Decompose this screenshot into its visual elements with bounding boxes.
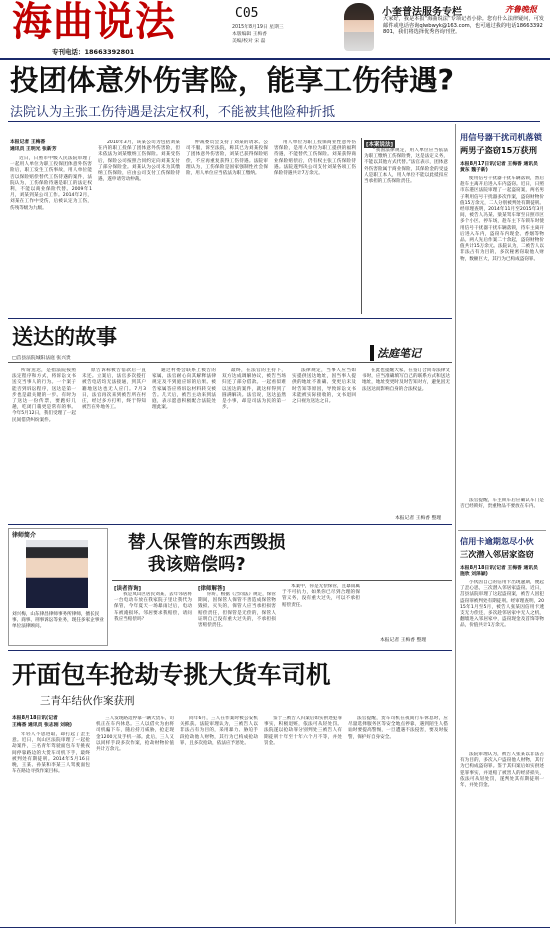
article2-byline: □莒县法院城阳法庭 张兴贵	[12, 356, 71, 361]
article1-box-label: [本案说法]	[366, 142, 394, 148]
article3-a-text1: 你好，根据《合同法》规定，保管期间，因保管人保管不善造成保管物毁损、灭失的，保管人应当承担损害赔偿责任，但保管是无偿的，保管人证明自己没有重大过失的，不承担损害赔偿责任。	[198, 592, 276, 629]
sidebar-divider	[455, 124, 456, 924]
masthead-rule	[0, 58, 550, 60]
article2-sign: 本报记者 王梅香 整理	[395, 516, 442, 521]
article4-byline2: 王梅香 通讯员 张志刚 刘晓)	[12, 723, 72, 728]
column-title: 海曲说法	[12, 0, 176, 45]
article1-subtitle: 法院认为主张工伤待遇是法定权利，不能被其他险种折抵	[10, 105, 336, 120]
promo-text: 大家好，我是本报“海曲说法”专项记者小徐。您有什么法律疑问，可发邮件或电话咨询qlwbwyk@163.com，也可通过我的电话18663392801，我们将选择优秀咨询刊登。	[383, 16, 545, 36]
article1-col4: 用人单位为职工投保商业性意外伤害保险，是用人单位为职工提供的福利待遇，不能替代工伤保险。刘某获得商业保险赔偿后，仍有权主张工伤保险待遇。法院遂判决公司支付刘某各项工伤保险待遇共计7万余元。	[274, 140, 356, 177]
article2-title: 送达的故事	[12, 325, 117, 349]
article3-title-line1: 替人保管的东西毁损	[128, 533, 286, 553]
date-line: 2015年8月19日 星期三	[232, 25, 284, 30]
lawyer-heading: 律师简介	[12, 532, 37, 539]
article4-col1: 年轻人不思进取，却打起了歪主意。近日，岚山区法院审理了一起抢劫案件，三名青年驾驶面包车专挑夜间停靠路边的大货车司机下手，最终被判处有期徒刑。2014年5月16日晚，王某、孙某和李某三人驾驶面包车在路边寻找作案目标。	[12, 732, 90, 775]
article3-a-label: [律师解答]	[198, 586, 226, 592]
reporter-avatar	[344, 3, 374, 51]
sidebar-story1-title2: 两男子盗窃15万获刑	[460, 145, 537, 155]
sidebar-story1-text: 使用信号干扰器干扰车辆落锁，然后趁车主离开后进入车内盗窃。近日，日照市东港区法院审理了一起盗窃案，两名男子利用信号干扰器多次作案，盗窃财物价值15万余元，二人分别被判处有期徒刑。经审理查明，2014年11月至2015年3月间，被告人冯某、梁某驾车窜至日照市区多个小区、停车场，趁车主下车锁车时使用信号干扰器干扰车辆落锁，待车主离开后进入车内，盗窃车内现金、香烟等物品。两人先后作案二十余起，盗窃财物价值共计15万余元。法院认为，二被告人以非法占有为目的，多次秘密窃取他人财物，数额巨大，其行为已构成盗窃罪。	[460, 176, 544, 262]
lawyer-top-rule	[8, 524, 452, 525]
sidebar-story1-byline: 本报8月17日讯(记者 王梅香 通讯员 黄东 魏子新)	[460, 162, 538, 174]
hotline: 专刊电话：18663392801	[52, 48, 135, 56]
article2-top-rule	[8, 318, 452, 319]
sidebar-story2-text: 小伙因自己的信用卡出现逾期，便起了歪心思，三次潜入邻居家盗窃。近日，莒县法院审理了这起盗窃案，被告人因犯盗窃罪被判处有期徒刑。经审理查明，2015年1月至5月，被告人张某因信用卡透支无力偿还，多次趁邻居家中无人之机，翻墙进入邻居家中，盗窃现金及首饰等物品，价值共计1万余元。	[460, 580, 544, 629]
article1-box-rule	[361, 138, 362, 314]
page-bottom-rule	[0, 927, 550, 928]
sidebar-story1-text2: 法官提醒，车主锁车后应确认车门是否已经锁好，贵重物品不要放在车内。	[460, 498, 544, 510]
editor-line: 本版编辑 王梅香	[232, 32, 268, 37]
article1-byline1: 本报记者 王梅香	[10, 140, 46, 145]
article3-sign: 本报记者 王梅香 整理	[380, 638, 427, 643]
article2-col3: 通过村委会联系上被告的家属，法官耐心向其解释法律规定及不到庭应诉的后果。被告家属答应将诉讼材料转交被告。几天后，被告主动来到法庭，表示愿意积极配合法院处理此案。	[152, 368, 216, 411]
masthead	[0, 0, 550, 58]
lawyer-photo	[26, 540, 88, 608]
article2-col5: 法律规定，当事人应当如实提供送达地址，因当事人提供的地址不准确、变更后未及时告知等原因，导致诉讼文书未能被实际接收的，文书退回之日视为送达之日。	[292, 368, 356, 405]
article4-col5: 法官提醒，货车司机在夜间行车休息时，应尽量选择服务区等安全地点停靠，遇到陌生人搭讪时要提高警惕，一旦遭遇不法侵害，要及时报警，保护好自身安全。	[348, 716, 448, 740]
sidebar-story2-title2: 三次潜入邻居家盗窃	[460, 549, 534, 559]
article1-col1: 近日，日照市中级人民法院审理了一起用人单位为职工投保团体意外伤害险后，职工发生工伤事故，用人单位能否以保险赔偿替代工伤待遇的案件，法院认为，工伤保险待遇是职工的法定权利，不能以商业保险代替。2009年1月，刘某到某公司工作。2014年2月，刘某在工作中受伤，后被认定为工伤，伤残等级为九级。	[10, 156, 92, 211]
article1-col5: “我国法律规定，用人单位应当依法为职工缴纳工伤保险费，这是法定义务，不能以其他方式代替。”法官表示，团体意外伤害险属于商业保险，其保险金的受益人是职工本人，用人单位不能以此抵扣应当承担的工伤保险责任。	[364, 148, 448, 185]
article3-rule	[112, 580, 452, 581]
article1-col2: 2010年3月，该某公司为包括刘某在内的职工投保了团体意外伤害险，但未依法为刘某缴纳工伤保险。刘某受伤后，保险公司按照合同约定向刘某支付了部分保险金。刘某认为公司未为其缴纳工伤保险，应由公司支付工伤保险待遇，遂申请劳动仲裁。	[98, 140, 180, 183]
article2-rule	[8, 362, 452, 363]
article1-col3: 仲裁委员会支持了刘某的请求。公司不服，诉至法院，称其已为刘某投保了团体意外伤害险，刘某已获得保险赔偿，不应再重复获得工伤待遇。法院审理认为，工伤保险是国家强制性社会保险，用人单位应当依法为职工缴纳。	[186, 140, 268, 177]
article3-q-label: [读者咨询]	[114, 586, 142, 592]
article4-col3: 同年6月，三人在作案时被公安机关抓获。法院审理认为，三被告人以非法占有为目的，采用暴力、胁迫手段抢劫他人财物，其行为已构成抢劫罪，且多次抢劫，依法应予惩处。	[180, 716, 258, 746]
article4-subtitle: 三青年结伙作案获刑	[40, 695, 135, 707]
designer-line: 美编/校对 宋 磊	[232, 39, 266, 44]
article4-byline1: 本报8月18日讯(记者	[12, 716, 58, 721]
article2-column-tag: 法庭笔记	[370, 345, 421, 361]
article3-a-text2: 本案中，你是无偿保管，且暴雨属于不可抗力，如果你已尽到合理的保管义务，没有重大过失，可以不承担赔偿责任。	[282, 584, 360, 608]
promo-title: 小奎普法服务专栏	[382, 7, 462, 18]
lawyer-caption: 刘兴梅，山东律昌律师事务所律师，擅长民事、商事、刑事诉讼等业务，现任多家企事业单位法律顾问。	[12, 612, 104, 629]
article4-top-rule	[8, 650, 452, 651]
article4-col2: 三人发现路边停靠一辆大货车，司机正在车内休息。三人以借火为由将司机骗下车，随后持刀威胁，抢走现金1200元及手机一部。此后，三人又以同样手段多次作案，抢劫财物价值共计万余元。	[96, 716, 174, 753]
sidebar-story2-byline: 本报8月18日讯(记者 王梅香 通讯员 施欣 刘泽颖)	[460, 566, 538, 578]
article4-title: 开面包车抢劫专挑大货车司机	[12, 660, 331, 689]
article1-byline2: 通讯员 王明光 张新芳	[10, 147, 57, 152]
sidebar-story2-title1: 信用卡逾期忽尽小伙	[460, 536, 534, 546]
promo-paper: 齐鲁晚报	[505, 4, 537, 14]
sidebar-story2-text2: 法院审理认为，被告人张某以非法占有为目的，多次入户盗窃他人财物，其行为已构成盗窃罪。鉴于其归案后如实供述犯罪事实，并退赔了被害人的经济损失，依法可从轻处罚，遂判处其有期徒刑一年，并处罚金。	[460, 752, 544, 789]
article3-title-line2: 我该赔偿吗?	[148, 555, 246, 575]
article2-col4: 最终，在法官的主持下，双方达成调解协议，被告当场归还了部分借款。一起看似难以送达的案件，就这样得到了圆满解决。法官说，送达虽然是小事，却是司法为民的第一步。	[222, 368, 286, 411]
article4-col4: 鉴于三被告人归案后如实供述犯罪事实，积极退赃，依法可从轻处罚。法院遂以抢劫罪分别判处三被告人有期徒刑十年至十年六个月不等，并处罚金。	[264, 716, 342, 746]
article1-rule	[8, 121, 540, 122]
sidebar-rule	[458, 530, 546, 531]
article1-title: 投团体意外伤害险，能享工伤待遇?	[10, 64, 455, 97]
article3-q-text: 我是岚山区居民刘某，去年邻居将一台电动车放在我家院子里让我代为保管，今年夏天一场暴雨过后，电动车被淹损坏。邻居要求我赔偿，请问我应当赔偿吗？	[114, 592, 192, 622]
article2-col6: 在此也提醒大家，在签订合同等法律文书时，应当准确填写自己的联系方式和送达地址，地址变更时及时告知对方，避免因无法送达而影响自身的合法权益。	[362, 368, 450, 392]
page-code: C05	[235, 6, 259, 21]
article2-col2: 原告诉称被告借款后一直未还。立案后，法官多次拨打被告电话均无法接通，到其户籍地送达也无人应门。7月3日，法官再次来到被告所在村庄，经过多方打听，终于得知被告在外地务工。	[82, 368, 146, 411]
article2-col1: 所谓送达，是指法院按照法定程序和方式，将诉讼文书送交当事人的行为。一个案子能否到诉讼程序，送达是第一步也是最关键的一步。有时为了送达一份传票，要跑好几趟，吃闭门羹更是常有的事。今年5月12日，我们受理了一起民间借贷纠纷案件。	[12, 368, 76, 423]
sidebar-story1-title1: 用信号器干扰司机落锁	[460, 132, 542, 142]
